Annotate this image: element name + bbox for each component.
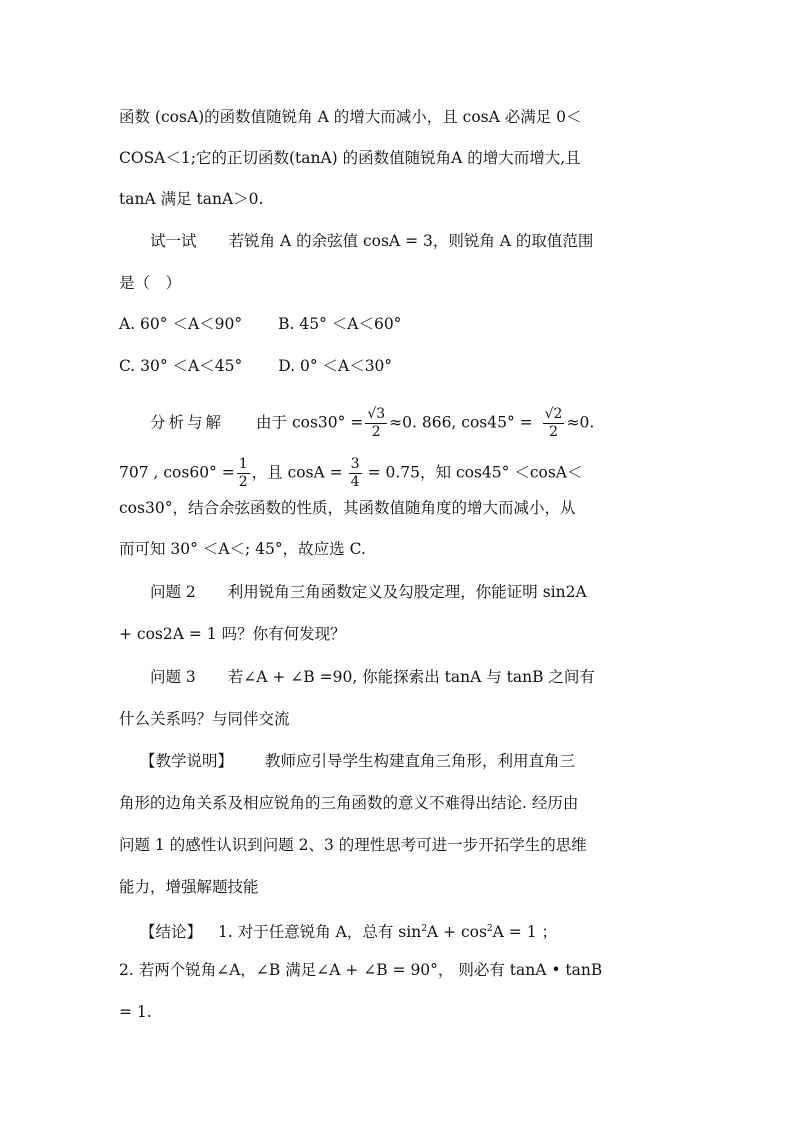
paragraph-line: tanA 满足 tanA＞0. xyxy=(119,190,264,208)
paragraph-line: 什么关系吗？与同伴交流 xyxy=(119,710,290,728)
teaching-note xyxy=(140,751,575,771)
denominator: 2 xyxy=(549,424,559,440)
paragraph-line: 2. 若两个锐角∠A，∠B 满足∠A + ∠B = 90°， 则必有 tanA • tanB xyxy=(119,961,603,979)
superscript: 2 xyxy=(486,924,493,934)
analysis-text: 由于 cos30° = xyxy=(256,413,364,432)
conclusion-text: A + cos xyxy=(426,923,487,942)
analysis-text: 707 , cos60° = xyxy=(119,463,235,482)
paragraph-line: 角形的边角关系及相应锐角的三角函数的意义不难得出结论. 经历由 xyxy=(119,794,579,812)
numerator: √3 xyxy=(367,406,386,422)
superscript: 2 xyxy=(421,924,427,934)
analysis-label: 分析与解 xyxy=(150,413,225,432)
conclusion-text: A = 1 ； xyxy=(492,923,557,942)
conclusion xyxy=(140,919,557,942)
option-b: B. 45° ＜A＜60° xyxy=(278,315,402,333)
options-row xyxy=(119,356,392,376)
analysis-text: ≈0. 866, cos45° = xyxy=(389,413,533,432)
option-a: A. 60° ＜A＜90° xyxy=(119,315,243,333)
denominator: 2 xyxy=(371,424,381,440)
paragraph-line: 是（ ） xyxy=(119,274,182,292)
paragraph-line: 问题 1 的感性认识到问题 2、3 的理性思考可进一步开拓学生的思维 xyxy=(119,836,587,854)
option-c: C. 30° ＜A＜45° xyxy=(119,357,243,375)
paragraph-line: 函数 (cosA)的函数值随锐角 A 的增大而减小，且 cosA 必满足 0＜ xyxy=(119,108,582,126)
analysis-text: = 0.75，知 cos45° ＜cosA＜ xyxy=(367,463,583,482)
question-3 xyxy=(150,667,595,687)
conclusion-label: 【结论】 xyxy=(140,923,203,942)
note-text: 教师应引导学生构建直角三角形，利用直角三 xyxy=(265,752,576,770)
conclusion-text: 1. 对于任意锐角 A，总有 sin xyxy=(218,923,422,942)
fraction-1-over-2 xyxy=(237,456,250,491)
paragraph-line: 而可知 30° ＜A＜; 45°，故应选 C. xyxy=(119,540,366,558)
analysis-line xyxy=(119,456,582,491)
paragraph-line: cos30°，结合余弦函数的性质，其函数值随角度的增大而减小，从 xyxy=(119,499,576,517)
note-label: 【教学说明】 xyxy=(140,752,234,770)
fraction-sqrt3-over-2 xyxy=(365,406,387,441)
paragraph-line: 能力，增强解题技能 xyxy=(119,878,259,896)
fraction-3-over-4 xyxy=(349,456,362,491)
try-question xyxy=(150,231,593,251)
analysis-text: ≈0. xyxy=(566,413,595,432)
question-2 xyxy=(150,582,587,602)
denominator: 4 xyxy=(350,474,360,490)
try-label: 试一试 xyxy=(150,232,197,250)
option-d: D. 0° ＜A＜30° xyxy=(278,357,393,375)
denominator: 2 xyxy=(238,474,248,490)
q2-label: 问题 2 xyxy=(150,583,196,601)
paragraph-line: COSA＜1;它的正切函数(tanA) 的函数值随锐角A 的增大而增大,且 xyxy=(119,149,581,167)
try-text: 若锐角 A 的余弦值 cosA = 3，则锐角 A 的取值范围 xyxy=(228,232,594,250)
numerator: 3 xyxy=(350,456,360,472)
options-row xyxy=(119,314,401,334)
q2-text: 利用锐角三角函数定义及勾股定理，你能证明 sin2A xyxy=(227,583,587,601)
numerator: √2 xyxy=(544,406,563,422)
fraction-sqrt2-over-2 xyxy=(543,406,565,441)
paragraph-line: = 1. xyxy=(119,1003,152,1021)
paragraph-line: + cos2A = 1 吗？你有何发现？ xyxy=(119,625,346,643)
q3-text: 若∠A + ∠B =90, 你能探索出 tanA 与 tanB 之间有 xyxy=(227,668,595,686)
analysis-text: ，且 cosA = xyxy=(251,463,343,482)
q3-label: 问题 3 xyxy=(150,668,196,686)
numerator: 1 xyxy=(238,456,248,472)
analysis-line xyxy=(150,406,594,441)
